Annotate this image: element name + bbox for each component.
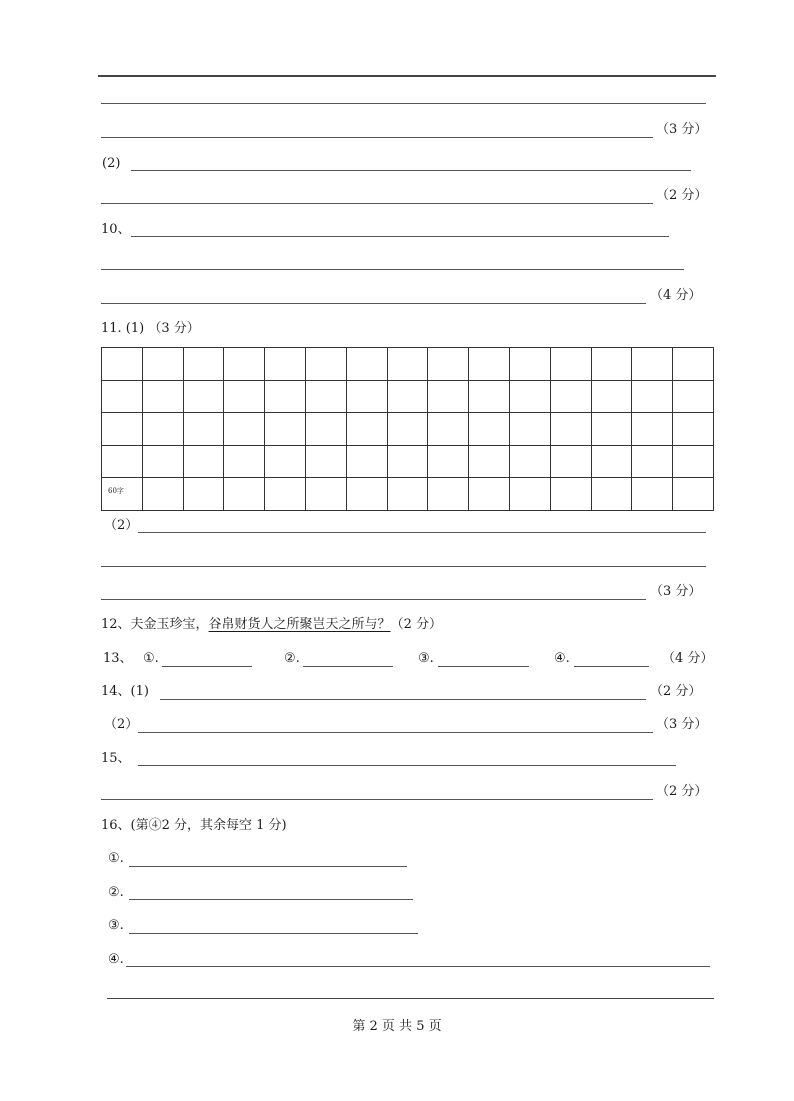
score-label: （2 分） [390, 617, 442, 632]
question-number: 10、 [101, 222, 131, 237]
score-label: （2 分） [650, 684, 702, 699]
blank-line[interactable] [303, 666, 393, 667]
question-12 [101, 617, 442, 633]
blank-line[interactable] [438, 666, 529, 667]
blank-line[interactable] [162, 666, 252, 667]
blank-label: ④. [554, 651, 570, 666]
question-number: 14、(1) [101, 684, 149, 699]
score-label: （4 分） [650, 288, 702, 303]
writing-grid[interactable] [101, 347, 714, 511]
answer-line[interactable] [129, 866, 407, 867]
question-number: 15、 [101, 751, 131, 766]
answer-line[interactable] [131, 170, 691, 171]
subquestion-label: （2） [104, 518, 139, 533]
top-rule [98, 75, 716, 77]
blank-line[interactable] [574, 666, 649, 667]
bottom-rule [107, 998, 714, 999]
question-number: 13、 [103, 651, 133, 666]
answer-line[interactable] [101, 799, 653, 800]
score-label: （4 分） [662, 651, 714, 666]
score-label: （2 分） [656, 784, 708, 799]
answer-line[interactable] [101, 566, 706, 567]
answer-line[interactable] [101, 103, 706, 104]
answer-line[interactable] [129, 899, 413, 900]
blank-label: ②. [284, 651, 300, 666]
score-label: （3 分） [656, 122, 708, 137]
answer-line[interactable] [126, 966, 710, 967]
answer-line[interactable] [101, 269, 684, 270]
subquestion-label: （2） [104, 717, 139, 732]
page-footer: 第 2 页 共 5 页 [352, 1019, 442, 1034]
blank-label: ③. [108, 918, 124, 933]
question-title: 11. (1) （3 分） [101, 321, 200, 336]
answer-line[interactable] [138, 732, 653, 733]
question-title: 16、(第④2 分，其余每空 1 分) [101, 818, 287, 833]
score-label: （3 分） [656, 717, 708, 732]
score-label: （3 分） [650, 584, 702, 599]
blank-label: ③. [418, 651, 434, 666]
answer-line[interactable] [101, 303, 646, 304]
blank-label: ①. [143, 651, 159, 666]
score-label: （2 分） [656, 188, 708, 203]
answer-line[interactable] [160, 699, 646, 700]
answer-line[interactable] [101, 203, 653, 204]
answer-line[interactable] [101, 137, 653, 138]
blank-label: ①. [108, 851, 124, 866]
subquestion-label: (2) [102, 156, 121, 171]
answer-line[interactable] [138, 765, 676, 766]
answer-line[interactable] [138, 532, 706, 533]
word-count-note: 60字 [108, 487, 124, 495]
answer-line[interactable] [101, 599, 646, 600]
blank-label: ④. [108, 952, 124, 967]
answer-line[interactable] [129, 933, 418, 934]
answer-line[interactable] [131, 236, 669, 237]
blank-label: ②. [108, 885, 124, 900]
question-12-prefix: 12、夫金玉珍宝， [101, 617, 209, 632]
question-12-underlined: 谷帛财货人之所聚岂天之所与？ [208, 617, 391, 632]
